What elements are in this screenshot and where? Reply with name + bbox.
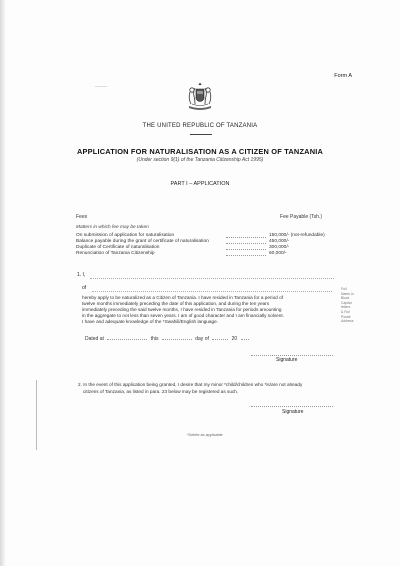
part-heading: PART I – APPLICATION bbox=[170, 181, 230, 187]
scan-mark bbox=[95, 86, 107, 87]
place-fill-line bbox=[107, 335, 147, 340]
republic-heading: THE UNITED REPUBLIC OF TANZANIA bbox=[142, 123, 258, 129]
margin-note: Name in bbox=[341, 291, 354, 296]
margin-note: Block bbox=[341, 296, 350, 301]
signature-line bbox=[251, 354, 333, 356]
fee-row-leader bbox=[226, 255, 266, 256]
document-title: APPLICATION FOR NATURALISATION AS A CITIZEN OF TANZANIA bbox=[76, 147, 324, 156]
this-label: this bbox=[150, 336, 159, 342]
fee-row-leader bbox=[226, 237, 266, 238]
fee-row-amount: 150,000/- (not-refundable) bbox=[269, 233, 325, 238]
paragraph-2-line: 2. In the event of this application being granted, I desire that my minor *child/children who *is/are not already bbox=[78, 382, 303, 387]
dated-at-label: Dated at bbox=[85, 336, 104, 342]
heading-rule bbox=[190, 134, 212, 135]
margin-note: Capital bbox=[341, 300, 352, 305]
fee-row-leader bbox=[226, 243, 266, 244]
fee-row-label: Balance payable during the grant of certificate of naturalisation bbox=[76, 239, 209, 244]
declaration-line: in the aggregate to not less than seven years. I am of good character and I am financially solvent. bbox=[82, 313, 284, 318]
fee-row-label: Duplicate of Certificate of naturalisation bbox=[76, 245, 160, 250]
signature-line bbox=[251, 405, 333, 407]
page-fold-mark bbox=[36, 380, 37, 450]
year-prefix: 20 bbox=[231, 336, 238, 342]
declaration-line: hereby apply to be naturalized as a Citizen of Tanzania. I have resided in Tanzania for a period of bbox=[82, 295, 283, 300]
fee-row-amount: 450,000/- bbox=[269, 239, 290, 244]
name-fill-line bbox=[90, 278, 334, 279]
fees-heading: Matters in which fee may be taken bbox=[76, 225, 149, 230]
paragraph-2-line: citizens of Tanzania, as listed in para. 23 below may be registered as such. bbox=[83, 389, 239, 394]
margin-note: letters bbox=[341, 305, 351, 310]
margin-note: Address bbox=[341, 319, 354, 324]
year-fill-line bbox=[241, 335, 249, 340]
fee-payable-label: Fee Payable (Tsh.) bbox=[280, 214, 322, 220]
margin-notes bbox=[341, 287, 354, 324]
fee-row-label: Renunciation of Tanzania Citizenship bbox=[76, 251, 155, 256]
margin-note: Full bbox=[341, 287, 347, 291]
fees-label: Fees bbox=[76, 214, 88, 220]
declaration-line: twelve months immediately preceding the date of this application, and during the ten years bbox=[82, 301, 270, 306]
fee-row bbox=[76, 251, 336, 257]
declaration-line: I have and adequate knowledge of the *Swahili/English language. bbox=[82, 319, 219, 324]
declaration-line: immediately preceding the said twelve months, I have resided in Tanzania for periods amounting bbox=[82, 307, 282, 312]
address-fill-line bbox=[92, 291, 332, 292]
page-edge-shadow bbox=[0, 0, 6, 566]
fee-row-leader bbox=[226, 249, 266, 250]
month-fill-line bbox=[212, 335, 228, 340]
fee-row-amount: 300,000/- bbox=[269, 245, 290, 250]
document-subtitle: (Under section 9(1) of the Tanzania Citizenship Act 1995) bbox=[136, 157, 264, 163]
margin-note: & Full bbox=[341, 309, 350, 314]
fee-row-label: On submission of application for naturalisation bbox=[76, 233, 175, 238]
coat-of-arms-icon bbox=[183, 82, 217, 112]
margin-note: Postal bbox=[341, 314, 351, 319]
signature-label: Signature bbox=[276, 357, 298, 363]
form-label: Form A bbox=[334, 73, 352, 79]
paragraph-1-number: 1. I, bbox=[77, 272, 86, 278]
fee-row-amount: 60,000/- bbox=[269, 251, 287, 256]
day-of-label: day of bbox=[195, 336, 209, 342]
day-fill-line bbox=[162, 335, 192, 340]
of-label: of bbox=[82, 285, 87, 291]
footnote: *Delete as applicable bbox=[187, 433, 223, 437]
signature-label: Signature bbox=[282, 409, 304, 415]
dated-row bbox=[85, 335, 251, 342]
